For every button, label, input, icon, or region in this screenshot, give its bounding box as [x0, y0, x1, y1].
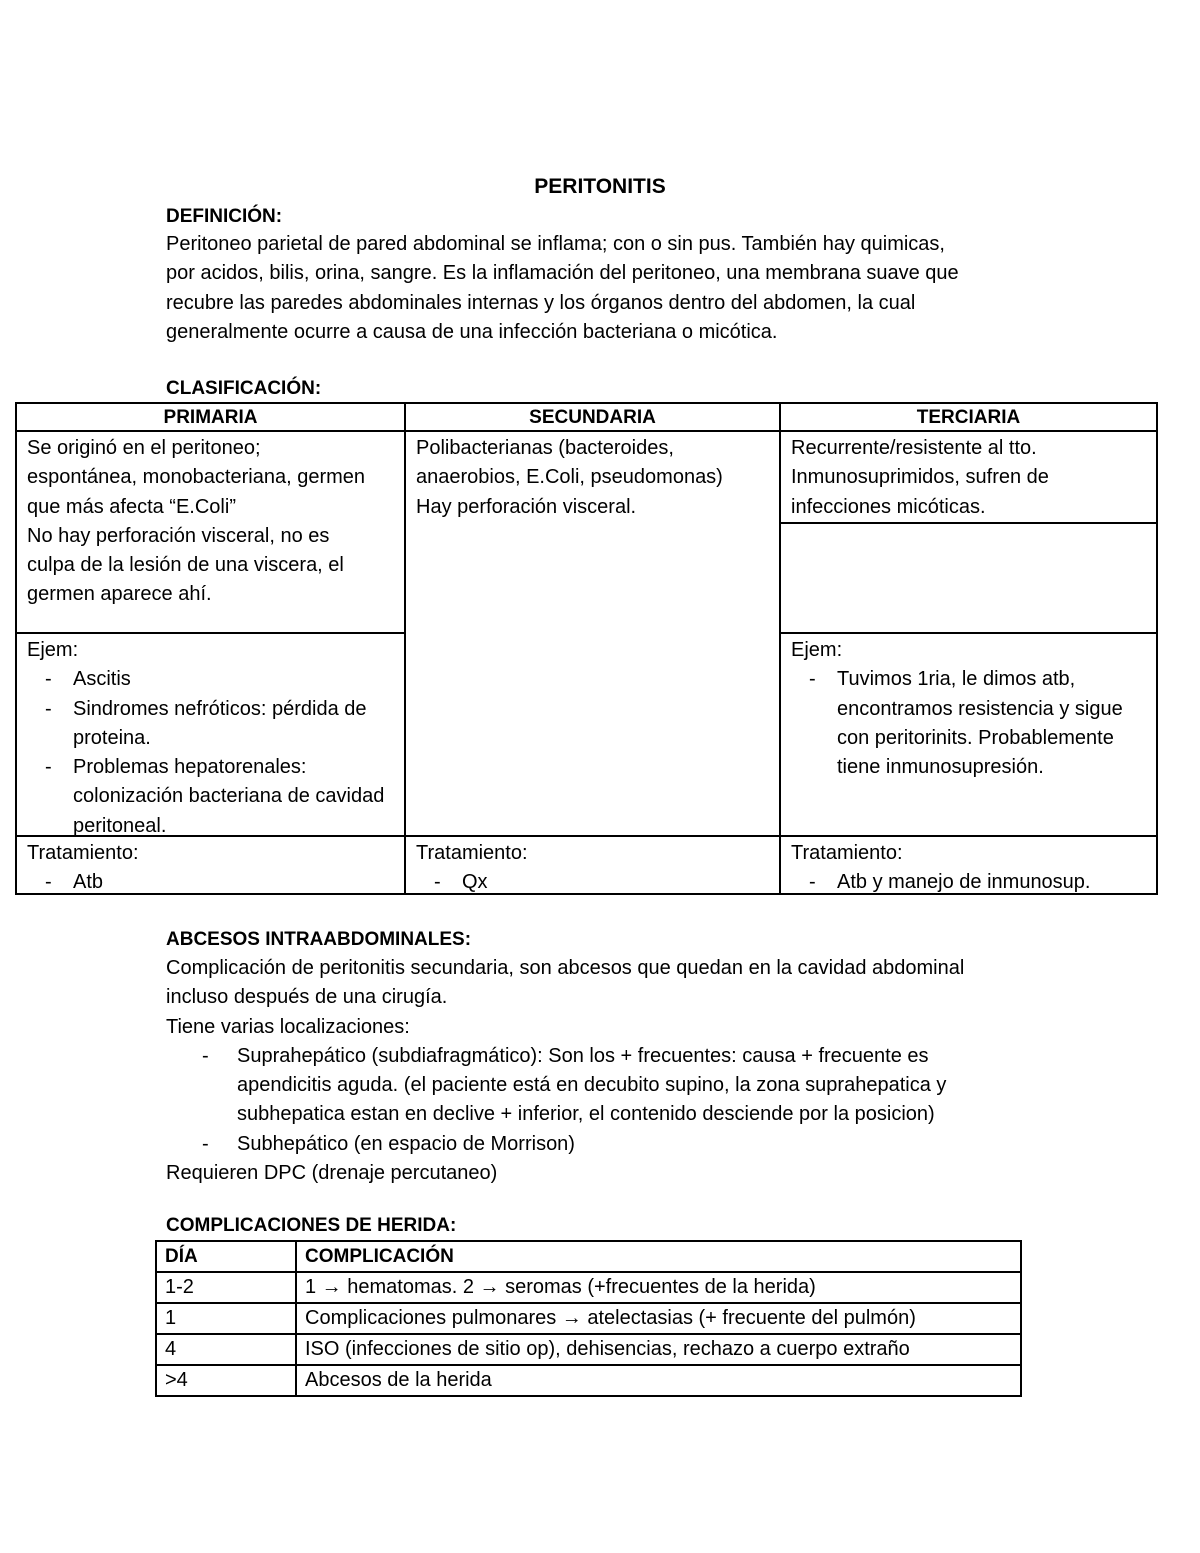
primaria-line: culpa de la lesión de una viscera, el	[27, 554, 344, 577]
list-item: - Atb y manejo de inmunosup.	[791, 868, 1146, 897]
definition-text	[166, 230, 1066, 347]
day-cell: 1	[156, 1303, 296, 1334]
example-label: Ejem:	[791, 639, 843, 661]
definition-line: recubre las paredes abdominales internas y los órganos dentro del abdomen, la cual	[166, 291, 916, 314]
secundaria-line: Hay perforación visceral.	[416, 495, 637, 518]
primaria-line: germen aparece ahí.	[27, 583, 212, 606]
list-item: - Problemas hepatorenales: colonización bacteriana de cavidad peritoneal.	[27, 753, 394, 841]
page-title: PERITONITIS	[534, 175, 666, 198]
secundaria-line: anaerobios, E.Coli, pseudomonas)	[416, 466, 723, 489]
list-item: - Ascitis	[27, 665, 394, 694]
header-complicacion: COMPLICACIÓN	[296, 1241, 1021, 1272]
list-item: - Qx	[416, 868, 769, 897]
primaria-line: No hay perforación visceral, no es	[27, 524, 330, 547]
example-label: Ejem:	[27, 639, 79, 661]
terciaria-line: infecciones micóticas.	[791, 495, 986, 518]
header-dia: DÍA	[156, 1241, 296, 1272]
header-secundaria: SECUNDARIA	[529, 407, 656, 428]
day-cell: 1-2	[156, 1272, 296, 1303]
primaria-line: Se originó en el peritoneo;	[27, 437, 261, 459]
table-header-row	[156, 1241, 1021, 1272]
terciaria-description	[781, 432, 1156, 524]
locations-list	[166, 1042, 1026, 1159]
abscesses-heading: ABCESOS INTRAABDOMINALES:	[166, 929, 472, 950]
secundaria-line: Polibacterianas (bacteroides,	[416, 437, 674, 459]
complication-cell: 1 → hematomas. 2 → seromas (+frecuentes de la herida)	[296, 1272, 1021, 1303]
abscesses-line: Tiene varias localizaciones:	[166, 1015, 410, 1038]
treatment-list	[416, 868, 769, 897]
abscesses-line: Complicación de peritonitis secundaria, son abcesos que quedan en la cavidad abdominal	[166, 957, 965, 979]
classification-table	[15, 402, 1158, 895]
abscesses-footer: Requieren DPC (drenaje percutaneo)	[166, 1162, 498, 1185]
primaria-line: espontánea, monobacteriana, germen	[27, 466, 366, 489]
day-cell: >4	[156, 1365, 296, 1396]
secundaria-treatment	[406, 837, 779, 900]
complication-cell: Complicaciones pulmonares → atelectasias (+ frecuente del pulmón)	[296, 1303, 1021, 1334]
primaria-line: que más afecta “E.Coli”	[27, 495, 236, 518]
example-list	[27, 665, 394, 841]
table-row	[156, 1272, 1021, 1303]
definition-line: por acidos, bilis, orina, sangre. Es la inflamación del peritoneo, una membrana suave que	[166, 262, 959, 285]
definition-heading: DEFINICIÓN:	[166, 206, 283, 227]
secundaria-description	[406, 432, 779, 524]
terciaria-examples	[781, 634, 1156, 784]
classification-heading: CLASIFICACIÓN:	[166, 378, 322, 399]
header-terciaria: TERCIARIA	[916, 407, 1021, 428]
primaria-examples	[17, 634, 404, 843]
complication-cell: ISO (infecciones de sitio op), dehisencias, rechazo a cuerpo extraño	[296, 1334, 1021, 1365]
treatment-label: Tratamiento:	[791, 842, 903, 864]
complication-cell: Abcesos de la herida	[296, 1365, 1021, 1396]
list-item: - Tuvimos 1ria, le dimos atb, encontramos resistencia y sigue con peritorinits. Probablemente tiene inmunosupresión.	[791, 665, 1150, 782]
table-border	[1156, 402, 1158, 895]
example-list	[791, 665, 1150, 782]
treatment-label: Tratamiento:	[416, 842, 528, 864]
header-primaria: PRIMARIA	[163, 407, 258, 428]
wound-heading: COMPLICACIONES DE HERIDA:	[166, 1215, 457, 1236]
list-item: - Subhepático (en espacio de Morrison)	[166, 1130, 1026, 1159]
list-item: - Atb	[27, 868, 394, 897]
abscesses-text	[166, 954, 1046, 1188]
day-cell: 4	[156, 1334, 296, 1365]
list-item: - Suprahepático (subdiafragmático): Son los + frecuentes: causa + frecuente es apendicitis aguda. (el paciente está en decubito supino, la zona suprahepatica y subhepatica estan en declive + inferior, el contenido desciende por la posicion)	[166, 1042, 1026, 1130]
primaria-description	[17, 432, 404, 612]
definition-line: generalmente ocurre a causa de una infección bacteriana o micótica.	[166, 320, 778, 343]
table-row	[156, 1303, 1021, 1334]
list-item: - Sindromes nefróticos: pérdida de proteina.	[27, 695, 394, 754]
table-row	[156, 1365, 1021, 1396]
terciaria-line: Inmunosuprimidos, sufren de	[791, 466, 1049, 489]
table-row	[156, 1334, 1021, 1365]
terciaria-treatment	[781, 837, 1156, 900]
treatment-list	[791, 868, 1146, 897]
treatment-list	[27, 868, 394, 897]
primaria-treatment	[17, 837, 404, 900]
wound-table	[155, 1240, 1022, 1397]
terciaria-line: Recurrente/resistente al tto.	[791, 437, 1037, 459]
treatment-label: Tratamiento:	[27, 842, 139, 864]
abscesses-line: incluso después de una cirugía.	[166, 986, 448, 1009]
definition-line: Peritoneo parietal de pared abdominal se inflama; con o sin pus. También hay quimicas,	[166, 233, 945, 255]
